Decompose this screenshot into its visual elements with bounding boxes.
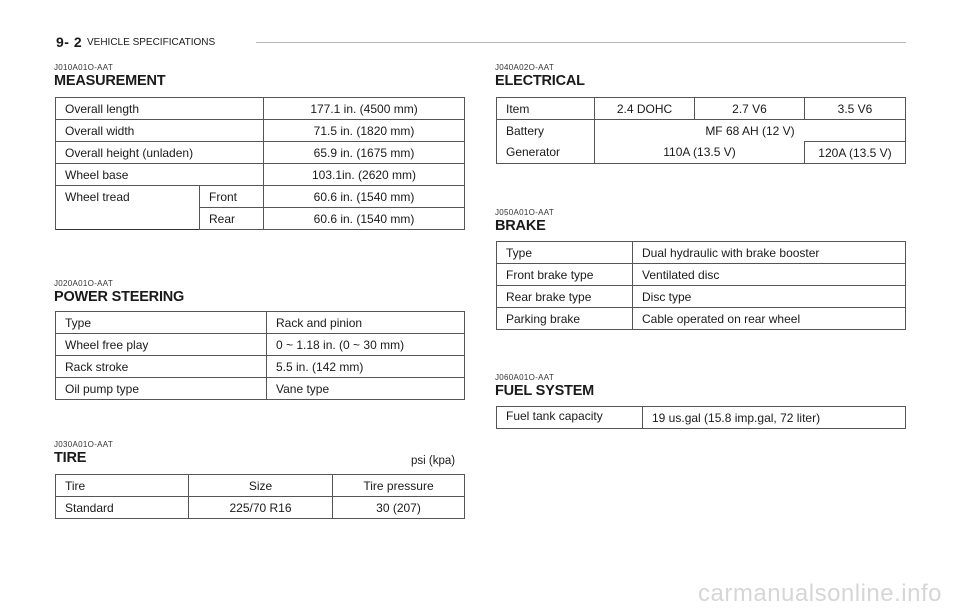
spec-label: Wheel free play	[56, 334, 267, 356]
fuel-table	[496, 406, 906, 429]
fuel-tank-value: 19 us.gal (15.8 imp.gal, 72 liter)	[643, 407, 906, 429]
section-title: VEHICLE SPECIFICATIONS	[87, 37, 216, 48]
measurement-title: MEASUREMENT	[54, 73, 166, 89]
tire-code: J030A01O-AAT	[54, 440, 114, 449]
table-row	[56, 142, 465, 164]
column-header: Size	[189, 475, 333, 497]
spec-label: Parking brake	[497, 308, 633, 330]
table-row	[56, 356, 465, 378]
page-header	[56, 34, 906, 50]
table-row	[56, 164, 465, 186]
electrical-table	[496, 97, 906, 164]
table-row	[56, 378, 465, 400]
spec-value: 71.5 in. (1820 mm)	[264, 120, 465, 142]
table-row	[497, 142, 906, 164]
spec-label: Rack stroke	[56, 356, 267, 378]
brake-title: BRAKE	[495, 218, 546, 234]
column-header: Tire	[56, 475, 189, 497]
tire-size: 225/70 R16	[189, 497, 333, 519]
measurement-code: J010A01O-AAT	[54, 63, 114, 72]
spec-value: Dual hydraulic with brake booster	[633, 242, 906, 264]
table-row	[497, 264, 906, 286]
header-rule	[256, 42, 906, 43]
tread-front-label: Front	[200, 186, 264, 208]
spec-value: Cable operated on rear wheel	[633, 308, 906, 330]
table-row	[497, 242, 906, 264]
generator-value: 110A (13.5 V)	[595, 142, 805, 164]
steering-table	[55, 311, 465, 400]
tire-pressure: 30 (207)	[333, 497, 465, 519]
table-row	[56, 98, 465, 120]
spec-label: Overall width	[56, 120, 264, 142]
tread-front-value: 60.6 in. (1540 mm)	[264, 186, 465, 208]
steering-code: J020A01O-AAT	[54, 279, 114, 288]
spec-value: Disc type	[633, 286, 906, 308]
table-row	[56, 312, 465, 334]
generator-label: Generator	[497, 142, 595, 164]
spec-label: Front brake type	[497, 264, 633, 286]
column-header: Item	[497, 98, 595, 120]
table-row	[497, 98, 906, 120]
table-row	[56, 497, 465, 519]
spec-value: 5.5 in. (142 mm)	[267, 356, 465, 378]
table-row	[497, 308, 906, 330]
tread-rear-label: Rear	[200, 208, 264, 230]
column-header: 2.7 V6	[695, 98, 805, 120]
spec-value: 103.1in. (2620 mm)	[264, 164, 465, 186]
table-row	[56, 186, 465, 208]
battery-value: MF 68 AH (12 V)	[595, 120, 906, 142]
site-credit: carmanualsonline.info	[698, 580, 942, 607]
spec-label: Type	[56, 312, 267, 334]
table-row	[497, 120, 906, 142]
fuel-title: FUEL SYSTEM	[495, 383, 595, 399]
tread-rear-value: 60.6 in. (1540 mm)	[264, 208, 465, 230]
tire-table	[55, 474, 465, 519]
spec-value: 177.1 in. (4500 mm)	[264, 98, 465, 120]
brake-table	[496, 241, 906, 330]
spec-value: 0 ~ 1.18 in. (0 ~ 30 mm)	[267, 334, 465, 356]
table-row	[56, 475, 465, 497]
brake-code: J050A01O-AAT	[495, 208, 555, 217]
column-header: 3.5 V6	[805, 98, 906, 120]
table-row	[497, 286, 906, 308]
spec-value: Rack and pinion	[267, 312, 465, 334]
spec-label: Overall length	[56, 98, 264, 120]
spec-label: Wheel base	[56, 164, 264, 186]
table-row	[497, 407, 906, 429]
spec-label: Overall height (unladen)	[56, 142, 264, 164]
spec-value: Ventilated disc	[633, 264, 906, 286]
column-header: Tire pressure	[333, 475, 465, 497]
table-row	[56, 334, 465, 356]
measurement-table	[55, 97, 465, 230]
tire-unit: psi (kpa)	[411, 455, 456, 467]
fuel-code: J060A01O-AAT	[495, 373, 555, 382]
spec-label: Rear brake type	[497, 286, 633, 308]
steering-title: POWER STEERING	[54, 289, 185, 305]
electrical-title: ELECTRICAL	[495, 73, 585, 89]
column-header: 2.4 DOHC	[595, 98, 695, 120]
tire-title: TIRE	[54, 450, 87, 466]
tire-type: Standard	[56, 497, 189, 519]
page-number: 9- 2	[56, 34, 83, 50]
table-row	[56, 120, 465, 142]
spec-value: 65.9 in. (1675 mm)	[264, 142, 465, 164]
battery-label: Battery	[497, 120, 595, 142]
spec-label: Type	[497, 242, 633, 264]
spec-label: Oil pump type	[56, 378, 267, 400]
fuel-tank-label: Fuel tank capacity	[497, 407, 643, 429]
spec-value: Vane type	[267, 378, 465, 400]
electrical-code: J040A02O-AAT	[495, 63, 555, 72]
wheel-tread-label: Wheel tread	[56, 186, 200, 230]
generator-value-v6: 120A (13.5 V)	[805, 142, 906, 164]
